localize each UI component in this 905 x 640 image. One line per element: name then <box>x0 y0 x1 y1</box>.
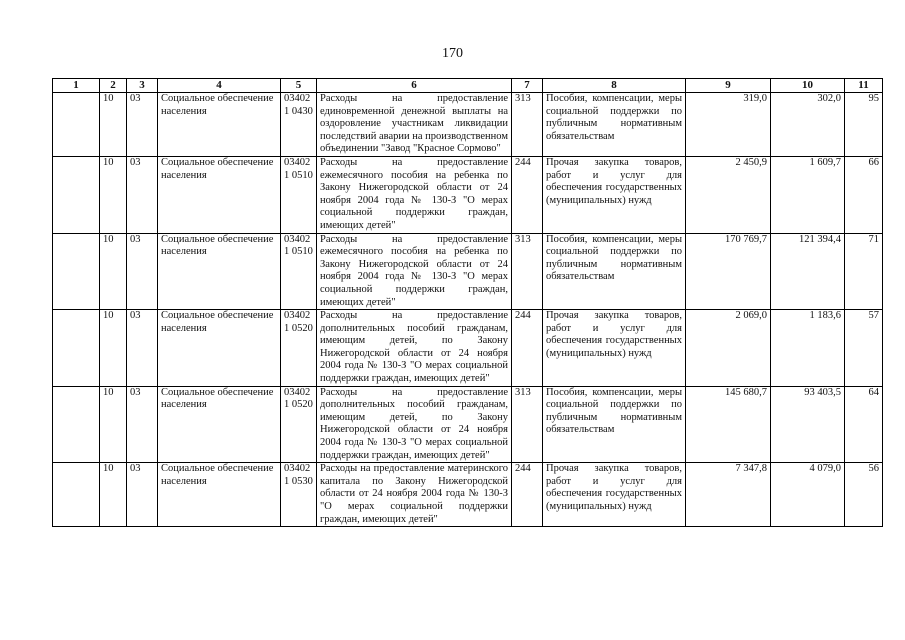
cell-expense-type-name: Прочая закупка товаров, работ и услуг для обеспечения государственных (муниципальных) нужд <box>543 463 686 527</box>
cell-subsection: 03 <box>127 156 158 233</box>
cell-section-name: Социальное обеспечение населения <box>158 233 281 310</box>
cell-plan-amount: 7 347,8 <box>686 463 771 527</box>
cell-section: 10 <box>100 156 127 233</box>
table-row <box>53 156 883 233</box>
cell-expense-description: Расходы на предоставление материнского капитала по Закону Нижегородской области от 24 ноября 2004 года № 130-З "О мерах социальной поддержки граждан, имеющих детей" <box>317 463 512 527</box>
cell-actual-amount: 1 609,7 <box>771 156 845 233</box>
cell-plan-amount: 145 680,7 <box>686 386 771 463</box>
table-row <box>53 310 883 387</box>
cell-target-code: 034021 0430 <box>281 93 317 157</box>
cell-target-code: 034021 0530 <box>281 463 317 527</box>
cell-section: 10 <box>100 93 127 157</box>
cell-expense-type: 313 <box>512 93 543 157</box>
cell-expense-type-name: Пособия, компенсации, меры социальной поддержки по публичным нормативным обязательствам <box>543 386 686 463</box>
column-header: 10 <box>771 79 845 93</box>
cell-expense-description: Расходы на предоставление дополнительных пособий гражданам, имеющим детей, по Закону Нижегородской области от 24 ноября 2004 года № 130-З "О мерах социальной поддержки граждан, имеющих детей" <box>317 386 512 463</box>
cell-subsection: 03 <box>127 233 158 310</box>
cell-expense-type-name: Пособия, компенсации, меры социальной поддержки по публичным нормативным обязательствам <box>543 233 686 310</box>
cell-section: 10 <box>100 386 127 463</box>
cell-target-code: 034021 0520 <box>281 386 317 463</box>
cell-percent: 66 <box>845 156 883 233</box>
cell-section-name: Социальное обеспечение населения <box>158 463 281 527</box>
cell-target-code: 034021 0510 <box>281 233 317 310</box>
cell-percent: 64 <box>845 386 883 463</box>
cell-expense-type: 313 <box>512 386 543 463</box>
column-header: 5 <box>281 79 317 93</box>
cell-empty <box>53 310 100 387</box>
table-row <box>53 233 883 310</box>
column-header: 2 <box>100 79 127 93</box>
cell-plan-amount: 2 450,9 <box>686 156 771 233</box>
cell-expense-type-name: Прочая закупка товаров, работ и услуг для обеспечения государственных (муниципальных) нужд <box>543 156 686 233</box>
cell-subsection: 03 <box>127 386 158 463</box>
cell-section-name: Социальное обеспечение населения <box>158 156 281 233</box>
cell-section: 10 <box>100 463 127 527</box>
cell-plan-amount: 319,0 <box>686 93 771 157</box>
cell-expense-type-name: Прочая закупка товаров, работ и услуг для обеспечения государственных (муниципальных) нужд <box>543 310 686 387</box>
column-header: 6 <box>317 79 512 93</box>
column-header: 8 <box>543 79 686 93</box>
cell-subsection: 03 <box>127 310 158 387</box>
cell-subsection: 03 <box>127 93 158 157</box>
cell-actual-amount: 93 403,5 <box>771 386 845 463</box>
page-number: 170 <box>442 46 463 61</box>
budget-table <box>52 78 883 527</box>
column-header: 7 <box>512 79 543 93</box>
cell-expense-type: 244 <box>512 156 543 233</box>
cell-expense-description: Расходы на предоставление ежемесячного пособия на ребенка по Закону Нижегородской области от 24 ноября 2004 года № 130-З "О мерах социальной поддержки граждан, имеющих детей" <box>317 233 512 310</box>
cell-section: 10 <box>100 310 127 387</box>
cell-empty <box>53 156 100 233</box>
cell-percent: 57 <box>845 310 883 387</box>
table-row <box>53 93 883 157</box>
cell-percent: 56 <box>845 463 883 527</box>
cell-actual-amount: 121 394,4 <box>771 233 845 310</box>
cell-expense-description: Расходы на предоставление дополнительных пособий гражданам, имеющим детей, по Закону Нижегородской области от 24 ноября 2004 года № 130-З "О мерах социальной поддержки граждан, имеющих детей" <box>317 310 512 387</box>
column-header: 1 <box>53 79 100 93</box>
cell-empty <box>53 233 100 310</box>
cell-expense-type-name: Пособия, компенсации, меры социальной поддержки по публичным нормативным обязательствам <box>543 93 686 157</box>
cell-expense-type: 313 <box>512 233 543 310</box>
column-header: 11 <box>845 79 883 93</box>
column-header: 3 <box>127 79 158 93</box>
cell-target-code: 034021 0520 <box>281 310 317 387</box>
cell-actual-amount: 1 183,6 <box>771 310 845 387</box>
cell-empty <box>53 463 100 527</box>
cell-plan-amount: 170 769,7 <box>686 233 771 310</box>
table-row <box>53 386 883 463</box>
cell-section: 10 <box>100 233 127 310</box>
cell-subsection: 03 <box>127 463 158 527</box>
cell-percent: 71 <box>845 233 883 310</box>
cell-section-name: Социальное обеспечение населения <box>158 310 281 387</box>
cell-actual-amount: 4 079,0 <box>771 463 845 527</box>
cell-empty <box>53 93 100 157</box>
cell-percent: 95 <box>845 93 883 157</box>
column-header: 9 <box>686 79 771 93</box>
cell-section-name: Социальное обеспечение населения <box>158 93 281 157</box>
column-header: 4 <box>158 79 281 93</box>
cell-plan-amount: 2 069,0 <box>686 310 771 387</box>
cell-section-name: Социальное обеспечение населения <box>158 386 281 463</box>
cell-actual-amount: 302,0 <box>771 93 845 157</box>
cell-expense-type: 244 <box>512 463 543 527</box>
cell-target-code: 034021 0510 <box>281 156 317 233</box>
cell-expense-description: Расходы на предоставление единовременной денежной выплаты на оздоровление участникам ликвидации последствий аварии на производственном объединении "Завод "Красное Сормово" <box>317 93 512 157</box>
header-row <box>53 79 883 93</box>
cell-expense-description: Расходы на предоставление ежемесячного пособия на ребенка по Закону Нижегородской области от 24 ноября 2004 года № 130-З "О мерах социальной поддержки граждан, имеющих детей" <box>317 156 512 233</box>
table-row <box>53 463 883 527</box>
cell-empty <box>53 386 100 463</box>
cell-expense-type: 244 <box>512 310 543 387</box>
